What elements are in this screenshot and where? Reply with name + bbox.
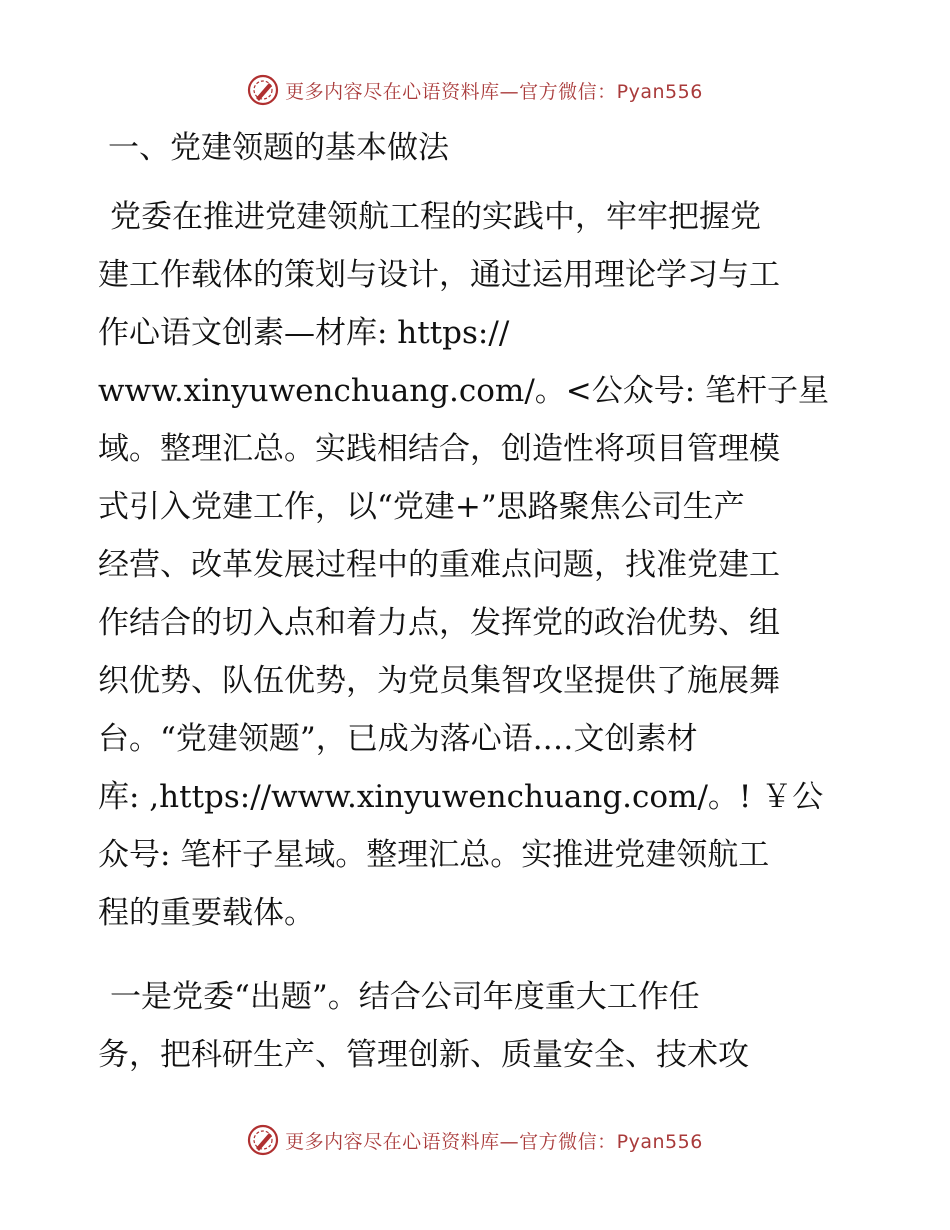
text-line: 程的重要载体。 xyxy=(98,895,315,931)
pen-logo-icon xyxy=(247,1124,279,1156)
text-line: 建工作载体的策划与设计，通过运用理论学习与工 xyxy=(98,257,780,293)
pen-logo-icon xyxy=(247,74,279,106)
watermark-text: 更多内容尽在心语资料库—官方微信：Pyan556 xyxy=(285,1130,703,1153)
text-line: 务，把科研生产、管理创新、质量安全、技术攻 xyxy=(98,1037,749,1073)
text-line: 经营、改革发展过程中的重难点问题，找准党建工 xyxy=(98,547,780,583)
watermark-text: 更多内容尽在心语资料库—官方微信：Pyan556 xyxy=(285,80,703,103)
text-line: 作心语文创素—材库: https:// xyxy=(98,315,510,351)
header-watermark xyxy=(0,70,950,110)
section-heading: 一、党建领题的基本做法 xyxy=(108,130,449,166)
text-line: 库: ,https://www.xinyuwenchuang.com/。! ￥公 xyxy=(98,779,824,815)
paragraph-second xyxy=(98,968,749,1084)
paragraph-main xyxy=(98,188,829,942)
text-line: 一是党委“出题”。结合公司年度重大工作任 xyxy=(110,979,700,1015)
text-line: 众号: 笔杆子星域。整理汇总。实推进党建领航工 xyxy=(98,837,770,873)
text-line: www.xinyuwenchuang.com/。<公众号: 笔杆子星 xyxy=(98,373,830,409)
text-line: 党委在推进党建领航工程的实践中，牢牢把握党 xyxy=(110,199,761,235)
text-line: 域。整理汇总。实践相结合，创造性将项目管理模 xyxy=(98,431,780,467)
footer-watermark xyxy=(0,1120,950,1160)
text-line: 台。“党建领题”，已成为落心语.…文创素材 xyxy=(98,721,698,757)
text-line: 式引入党建工作，以“党建+”思路聚焦公司生产 xyxy=(98,489,745,525)
text-line: 作结合的切入点和着力点，发挥党的政治优势、组 xyxy=(98,605,780,641)
text-line: 织优势、队伍优势，为党员集智攻坚提供了施展舞 xyxy=(98,663,780,699)
